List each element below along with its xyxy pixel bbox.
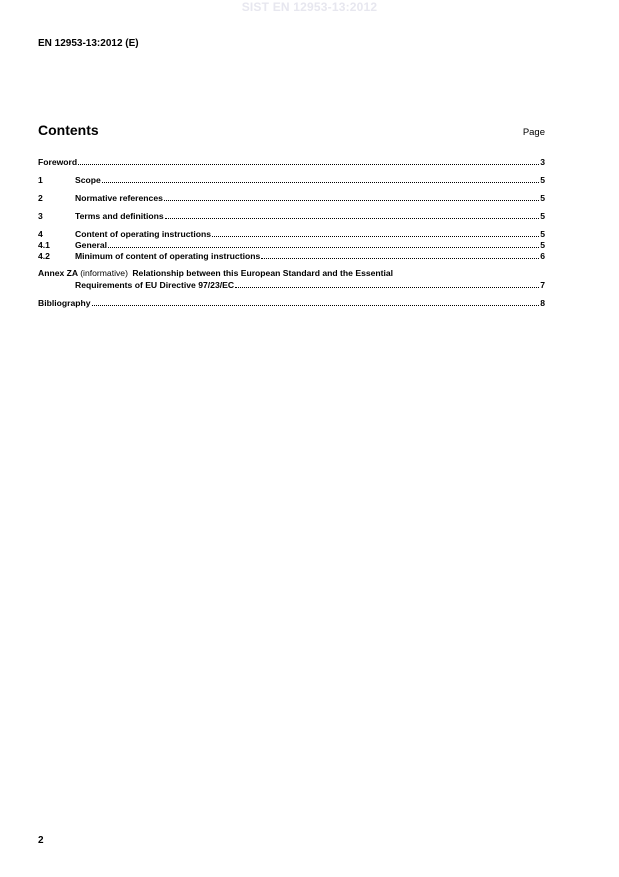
toc-dot-leader	[164, 200, 539, 201]
watermark-text: SIST EN 12953-13:2012	[241, 0, 378, 14]
toc-entry-title: Foreword	[38, 157, 78, 167]
toc-entry-annex-za[interactable]	[38, 268, 393, 278]
toc-entry-page: 5	[540, 193, 545, 203]
toc-entry-page: 8	[540, 298, 545, 308]
toc-entry-number: 2	[38, 193, 43, 203]
toc-entry-bibliography[interactable]	[38, 298, 545, 308]
toc-entry-minimum-of-content[interactable]	[38, 251, 545, 261]
toc-dot-leader	[261, 258, 539, 259]
annex-kind: (informative)	[80, 268, 128, 278]
contents-heading: Contents	[38, 122, 99, 138]
toc-entry-foreword[interactable]	[38, 157, 545, 167]
toc-dot-leader	[78, 164, 539, 165]
toc-entry-page: 3	[540, 157, 545, 167]
toc-entry-number: 1	[38, 175, 43, 185]
annex-label: Annex ZA	[38, 268, 78, 278]
toc-entry-title: Relationship between this European Standard and the Essential	[132, 268, 394, 278]
page-number: 2	[38, 835, 44, 846]
toc-entry-title: Scope	[75, 175, 101, 185]
toc-entry-number: 4.2	[38, 251, 50, 261]
toc-dot-leader	[165, 218, 540, 219]
toc-dot-leader	[212, 236, 539, 237]
toc-entry-title: Minimum of content of operating instructions	[75, 251, 261, 261]
toc-entry-content-of-operating-instructions[interactable]	[38, 229, 545, 239]
toc-dot-leader	[108, 247, 539, 248]
toc-entry-title: Normative references	[75, 193, 163, 203]
toc-entry-number: 4	[38, 229, 43, 239]
toc-entry-general[interactable]	[38, 240, 545, 250]
toc-dot-leader	[102, 182, 539, 183]
toc-dot-leader	[92, 305, 540, 306]
toc-entry-page: 5	[540, 240, 545, 250]
toc-entry-title: General	[75, 240, 108, 250]
toc-entry-page: 5	[540, 175, 545, 185]
toc-entry-normative-references[interactable]	[38, 193, 545, 203]
document-id-header: EN 12953-13:2012 (E)	[38, 38, 139, 49]
toc-entry-page: 5	[540, 229, 545, 239]
toc-entry-number: 3	[38, 211, 43, 221]
toc-entry-annex-za-continuation[interactable]	[75, 280, 545, 290]
page-column-label: Page	[522, 127, 545, 138]
toc-entry-page: 7	[540, 280, 545, 290]
toc-dot-leader	[235, 287, 539, 288]
toc-entry-scope[interactable]	[38, 175, 545, 185]
toc-entry-title: Bibliography	[38, 298, 91, 308]
toc-entry-title-continuation: Requirements of EU Directive 97/23/EC	[75, 280, 235, 290]
toc-entry-page: 5	[540, 211, 545, 221]
toc-entry-number: 4.1	[38, 240, 50, 250]
toc-entry-page: 6	[540, 251, 545, 261]
toc-entry-terms-and-definitions[interactable]	[38, 211, 545, 221]
toc-entry-title: Terms and definitions	[75, 211, 164, 221]
toc-entry-title: Content of operating instructions	[75, 229, 212, 239]
